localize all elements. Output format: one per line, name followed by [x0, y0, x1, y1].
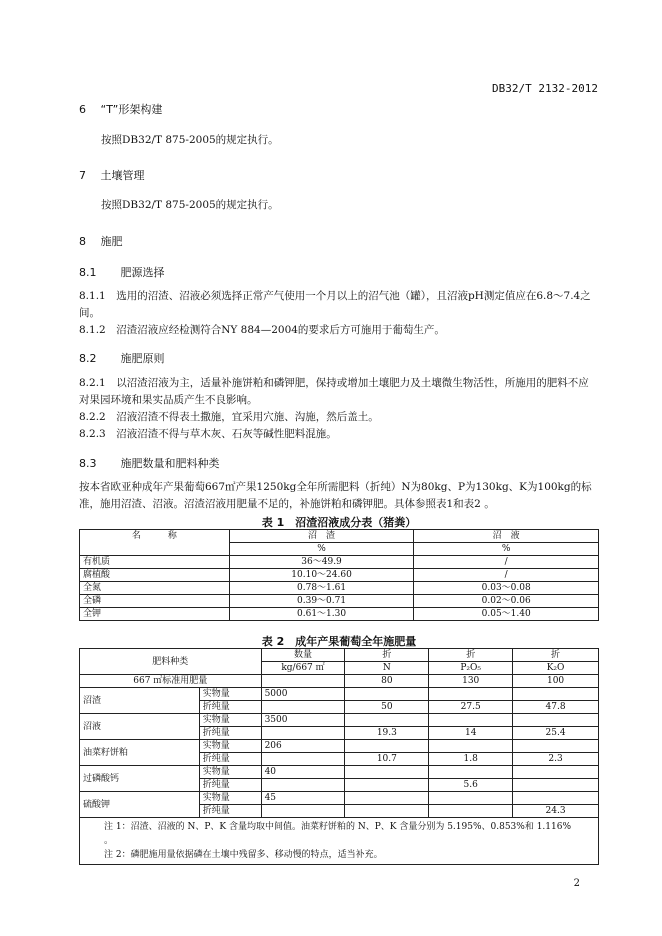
section-8-heading [79, 233, 123, 249]
table-1-header-name: 名 称 [80, 530, 230, 556]
table-cell: 实物量 [199, 714, 261, 727]
section-7-heading [79, 167, 145, 183]
section-number: 8.1 [79, 266, 97, 279]
table-row [80, 582, 599, 595]
table-cell: 2.3 [513, 753, 599, 766]
table-cell: 667 ㎡标准用肥量 [80, 675, 262, 688]
table-cell: 19.3 [345, 727, 429, 740]
table-2-header-zhe: 折 [429, 649, 513, 662]
section-title: 施肥数量和肥料种类 [120, 457, 220, 470]
table-cell: 0.03～0.08 [414, 582, 599, 595]
table-cell: 有机质 [80, 556, 230, 569]
section-title: “T”形架构建 [100, 103, 163, 116]
table-cell [345, 688, 429, 701]
table-1-caption: 表 1 沼渣沼液成分表（猪粪） [261, 516, 417, 529]
table-cell: 折纯量 [199, 727, 261, 740]
table-row [80, 595, 599, 608]
table-2-header-zhe: 折 [345, 649, 429, 662]
table-cell [513, 688, 599, 701]
table-notes-row [80, 818, 599, 865]
section-number: 7 [79, 169, 86, 182]
table-cell [429, 792, 513, 805]
table-2-header-zhe: 折 [513, 649, 599, 662]
table-cell [261, 779, 345, 792]
table-cell [429, 688, 513, 701]
table-note: 注 2：磷肥施用量依据磷在土壤中残留多、移动慢的特点，适当补充。 [104, 850, 383, 860]
table-row [80, 608, 599, 621]
section-title: 肥源选择 [120, 266, 165, 279]
table-cell: 14 [429, 727, 513, 740]
table-cell: 油菜籽饼粕 [80, 740, 200, 766]
table-cell: 0.78～1.61 [229, 582, 414, 595]
table-cell [261, 753, 345, 766]
clause-8-3: 按本省欧亚种成年产果葡萄667㎡产果1250kg全年所需肥料（折纯）N为80kg、P为130kg、K为100kg的标准，施用沼渣、沼液。沼渣沼液用肥量不足的，补施饼粕和磷钾肥。具体参照表1和表2 。 [79, 481, 592, 510]
table-cell: 实物量 [199, 766, 261, 779]
clause-8-2-3: 8.2.3 沼液沼渣不得与草木灰、石灰等碱性肥料混施。 [79, 428, 337, 440]
clause-8-2-2: 8.2.2 沼液沼渣不得表土撒施，宜采用穴施、沟施，然后盖土。 [79, 411, 379, 423]
table-cell: 25.4 [513, 727, 599, 740]
table-2-header-k: K₂O [513, 662, 599, 675]
table-cell [261, 701, 345, 714]
document-id: DB32/T 2132-2012 [492, 82, 598, 95]
table-cell [345, 740, 429, 753]
section-8-3-heading [79, 455, 220, 471]
section-6-heading [79, 101, 162, 117]
table-1-header-zhaye: 沼 液 [414, 530, 599, 543]
table-cell: 0.61～1.30 [229, 608, 414, 621]
table-cell: 24.3 [513, 805, 599, 818]
table-row [80, 766, 599, 779]
table-2-caption: 表 2 成年产果葡萄全年施肥量 [261, 635, 417, 648]
table-2-header-p: P₂O₅ [429, 662, 513, 675]
table-cell [429, 805, 513, 818]
section-number: 8 [79, 235, 86, 248]
table-cell [345, 805, 429, 818]
section-number: 6 [79, 103, 86, 116]
table-cell [513, 740, 599, 753]
table-cell: 折纯量 [199, 779, 261, 792]
table-cell [429, 714, 513, 727]
table-2 [79, 648, 599, 865]
table-cell: 36～49.9 [229, 556, 414, 569]
table-cell: 40 [261, 766, 345, 779]
table-cell: 过磷酸钙 [80, 766, 200, 792]
table-row [80, 688, 599, 701]
section-title: 土壤管理 [100, 169, 145, 182]
table-cell: 3500 [261, 714, 345, 727]
clause-8-1-2: 8.1.2 沼渣沼液应经检测符合NY 884—2004的要求后方可施用于葡萄生产。 [79, 324, 445, 336]
table-cell [345, 714, 429, 727]
table-cell: 80 [345, 675, 429, 688]
table-cell: 5000 [261, 688, 345, 701]
table-cell: 实物量 [199, 792, 261, 805]
table-cell [345, 792, 429, 805]
table-cell [345, 766, 429, 779]
table-cell [513, 792, 599, 805]
table-cell: 折纯量 [199, 701, 261, 714]
table-cell: 全磷 [80, 595, 230, 608]
table-cell: 50 [345, 701, 429, 714]
section-8-2-heading [79, 350, 165, 366]
table-row [80, 740, 599, 753]
table-cell [261, 727, 345, 740]
table-cell: 折纯量 [199, 753, 261, 766]
section-number: 8.3 [79, 457, 97, 470]
table-cell: 实物量 [199, 688, 261, 701]
table-cell: 10.7 [345, 753, 429, 766]
table-cell [261, 675, 345, 688]
table-note: 注 1：沼渣、沼液的 N、P、K 含量均取中间值。油菜籽饼粕的 N、P、K 含量分别为 5.195%、0.853%和 1.116% 。 [104, 822, 572, 846]
table-cell: 0.05～1.40 [414, 608, 599, 621]
table-1-unit: % [414, 543, 599, 556]
section-title: 施肥原则 [120, 352, 165, 365]
table-cell: 全钾 [80, 608, 230, 621]
table-cell: 0.39～0.71 [229, 595, 414, 608]
section-7-body: 按照DB32/T 875-2005的规定执行。 [101, 199, 279, 211]
table-2-header-type: 肥料种类 [80, 649, 262, 675]
table-1 [79, 529, 599, 621]
table-cell: / [414, 569, 599, 582]
page-number: 2 [573, 878, 580, 889]
table-notes [80, 818, 599, 865]
table-cell: 1.8 [429, 753, 513, 766]
table-cell: 47.8 [513, 701, 599, 714]
clause-8-2-1: 8.2.1 以沼渣沼液为主，适量补施饼粕和磷钾肥，保持或增加土壤肥力及土壤微生物活性，所施用的肥料不应对果园环境和果实品质产生不良影响。 [79, 377, 589, 406]
table-cell [513, 779, 599, 792]
section-8-1-heading [79, 264, 165, 280]
table-row [80, 556, 599, 569]
table-cell: 5.6 [429, 779, 513, 792]
table-cell: 0.02～0.06 [414, 595, 599, 608]
table-cell: 27.5 [429, 701, 513, 714]
table-cell: 全氮 [80, 582, 230, 595]
table-cell: 沼渣 [80, 688, 200, 714]
table-cell [429, 740, 513, 753]
table-row [80, 792, 599, 805]
table-cell [429, 766, 513, 779]
table-row [80, 569, 599, 582]
table-2-header-qty-unit: kg/667 ㎡ [261, 662, 345, 675]
table-cell: 100 [513, 675, 599, 688]
table-cell: 沼液 [80, 714, 200, 740]
table-1-unit: % [229, 543, 414, 556]
section-number: 8.2 [79, 352, 97, 365]
table-cell: / [414, 556, 599, 569]
table-cell [345, 779, 429, 792]
table-cell: 45 [261, 792, 345, 805]
table-row [80, 675, 599, 688]
table-cell: 130 [429, 675, 513, 688]
section-title: 施肥 [100, 235, 123, 248]
table-cell: 硫酸钾 [80, 792, 200, 818]
table-cell [513, 714, 599, 727]
table-cell: 折纯量 [199, 805, 261, 818]
table-cell: 10.10～24.60 [229, 569, 414, 582]
section-6-body: 按照DB32/T 875-2005的规定执行。 [101, 134, 279, 146]
table-cell: 实物量 [199, 740, 261, 753]
table-cell: 腐植酸 [80, 569, 230, 582]
table-cell [513, 766, 599, 779]
table-1-header-zhazha: 沼 渣 [229, 530, 414, 543]
table-2-header-qty: 数量 [261, 649, 345, 662]
table-cell [261, 805, 345, 818]
table-2-header-n: N [345, 662, 429, 675]
table-row [80, 714, 599, 727]
clause-8-1-1: 8.1.1 选用的沼渣、沼液必须选择正常产气使用一个月以上的沼气池（罐），且沼液pH测定值应在6.8～7.4之间。 [79, 290, 591, 319]
table-cell: 206 [261, 740, 345, 753]
